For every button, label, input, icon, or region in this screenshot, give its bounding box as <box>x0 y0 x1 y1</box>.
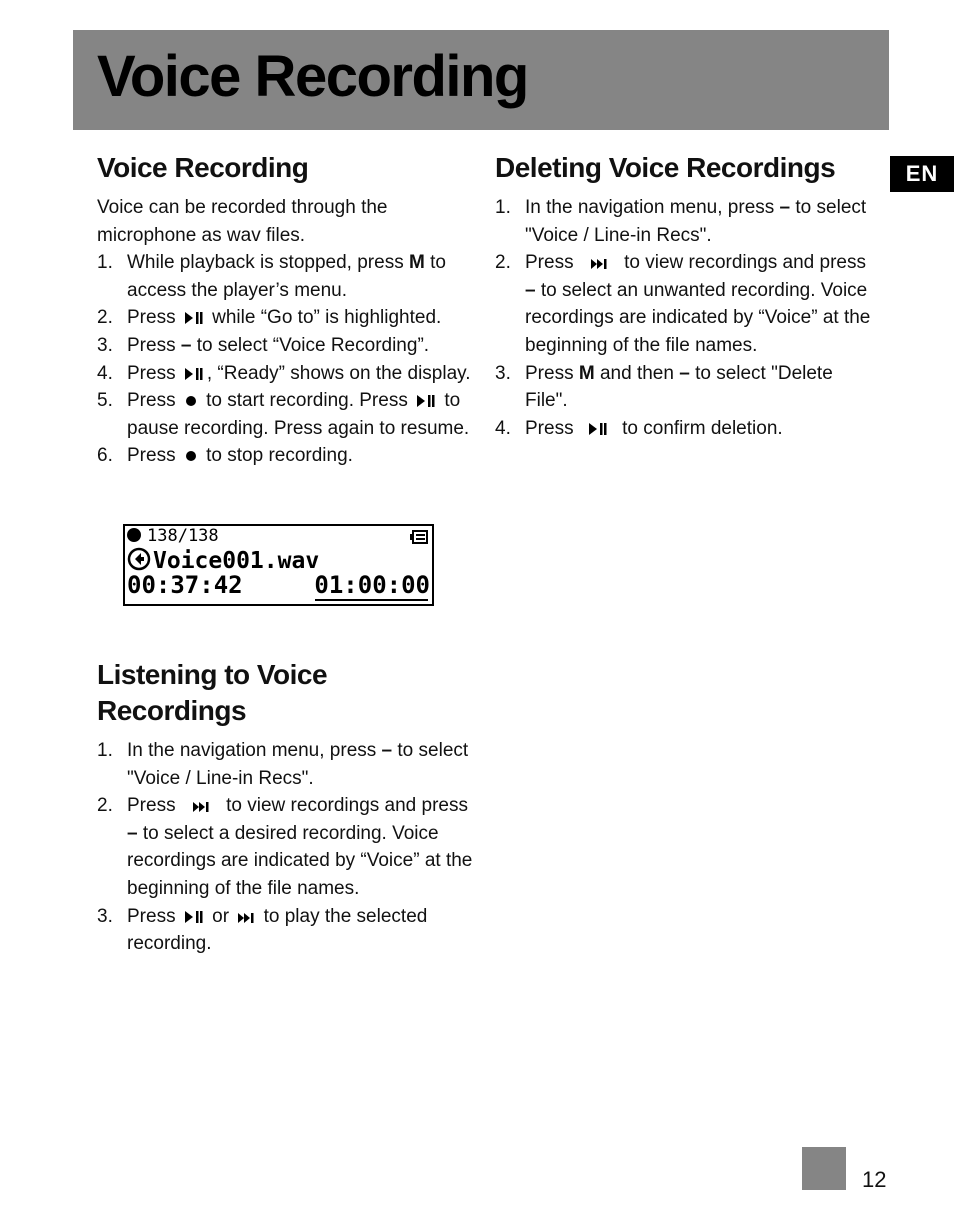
recording-filename: Voice001.wav <box>153 548 320 574</box>
play-pause-icon <box>185 368 203 380</box>
play-pause-icon <box>417 395 435 407</box>
recording-display <box>123 524 434 606</box>
listening-section <box>97 657 477 958</box>
list-item: 1. In the navigation menu, press – to select "Voice / Line-in Recs". <box>495 197 867 246</box>
m-key: M <box>578 362 595 384</box>
minus-key: – <box>381 740 393 761</box>
minus-key: – <box>779 197 791 218</box>
section-title-deleting: Deleting Voice Recordings <box>495 152 836 183</box>
record-dot-icon <box>185 450 197 462</box>
record-dot-icon <box>127 528 141 542</box>
play-pause-icon <box>589 423 607 435</box>
page-number: 12 <box>862 1167 887 1192</box>
minus-key: – <box>127 822 138 844</box>
list-item: 2. Press to view recordings and press – to select an unwanted recording. Voice recordings are indicated by “Voice” at the beginning of the file names. <box>495 252 871 356</box>
list-item: 5. Press to start recording. Press to pause recording. Press again to resume. <box>97 390 470 439</box>
display-status-row <box>127 526 219 546</box>
page-title: Voice Recording <box>97 44 528 109</box>
list-item: 4. Press to confirm deletion. <box>495 417 783 439</box>
right-column <box>495 150 875 442</box>
section-title-voice-recording: Voice Recording <box>97 152 309 183</box>
battery-icon <box>410 529 428 548</box>
record-dot-icon <box>185 395 197 407</box>
minus-key: – <box>679 362 690 384</box>
play-pause-icon <box>185 911 203 923</box>
list-item: 4. Press , “Ready” shows on the display. <box>97 362 471 384</box>
progress-line <box>315 599 428 601</box>
recording-steps <box>97 249 477 470</box>
page-number-box <box>802 1147 846 1190</box>
recording-counter: 138/138 <box>147 526 219 546</box>
skip-forward-icon <box>591 259 607 269</box>
listening-steps <box>97 737 477 958</box>
list-item: 3. Press or to play the selected recording. <box>97 905 428 955</box>
section-title-listening: Listening to Voice Recordings <box>97 659 328 726</box>
skip-forward-icon <box>193 802 209 812</box>
list-item: 6. Press to stop recording. <box>97 445 353 467</box>
minus-key: – <box>525 279 536 301</box>
m-key: M <box>408 252 425 274</box>
language-tab: EN <box>890 156 954 192</box>
title-banner <box>73 30 889 130</box>
skip-forward-icon <box>238 913 254 923</box>
left-column <box>97 150 477 470</box>
list-item: 3. Press – to select “Voice Recording”. <box>97 334 430 356</box>
elapsed-time: 00:37:42 <box>127 571 243 599</box>
intro-text: Voice can be recorded through the microphone as wav files. <box>97 197 388 246</box>
play-pause-icon <box>185 312 203 324</box>
minus-key: – <box>180 334 192 356</box>
list-item: 1. In the navigation menu, press – to select "Voice / Line-in Recs". <box>97 740 469 789</box>
list-item: 3. Press M and then – to select "Delete File". <box>495 362 833 412</box>
list-item: 1. While playback is stopped, press M to access the player’s menu. <box>97 252 446 301</box>
total-time: 01:00:00 <box>314 571 430 599</box>
list-item: 2. Press to view recordings and press – to select a desired recording. Voice recordings are indicated by “Voice” at the beginning of the file names. <box>97 795 473 899</box>
list-item: 2. Press while “Go to” is highlighted. <box>97 307 442 329</box>
deleting-steps <box>495 194 875 442</box>
